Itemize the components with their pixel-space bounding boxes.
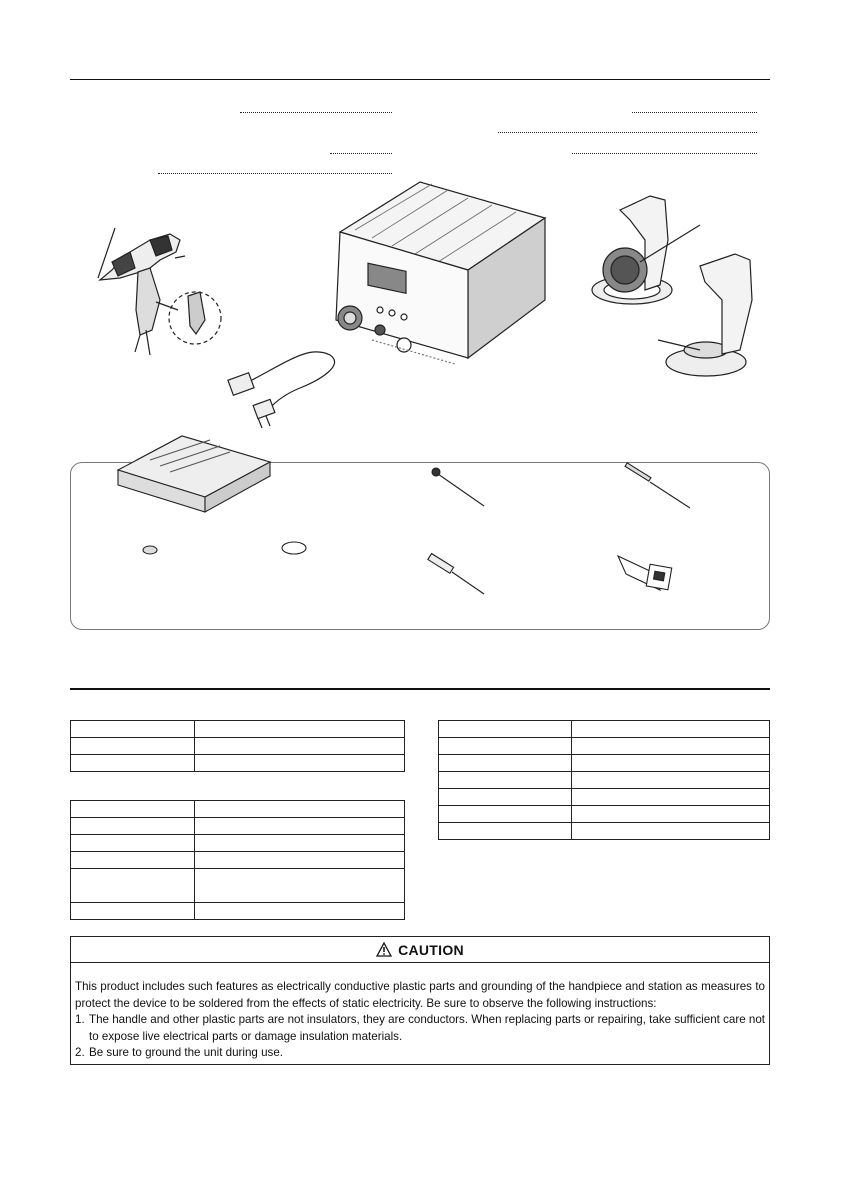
caution-item: [75, 1012, 765, 1045]
caution-item-text: Be sure to ground the unit during use.: [89, 1046, 284, 1060]
caution-item: [75, 1045, 765, 1062]
caution-item-number: 1.: [75, 1013, 85, 1027]
spec-table-right: [438, 720, 770, 840]
caution-item-text: The handle and other plastic parts are not insulators, they are conductors. When replacing parts or repairing, take sufficient care not to expose live electrical parts or damage insulation materials.: [89, 1013, 765, 1043]
caution-title: CAUTION: [398, 941, 464, 958]
caution-header: [71, 937, 769, 963]
caution-item-number: 2.: [75, 1046, 85, 1060]
caution-body: [71, 963, 769, 1062]
warning-triangle-icon: [376, 942, 392, 957]
spec-table-station: [70, 720, 405, 772]
caution-box: [70, 936, 770, 1065]
caution-intro: This product includes such features as electrically conductive plastic parts and grounding of the handpiece and station as measures to protect the device to be soldered from the effects of static electricity. Be sure to observe the following instructions:: [75, 980, 765, 1010]
spec-table-handpiece: [70, 800, 405, 920]
section-rule: [70, 688, 770, 690]
